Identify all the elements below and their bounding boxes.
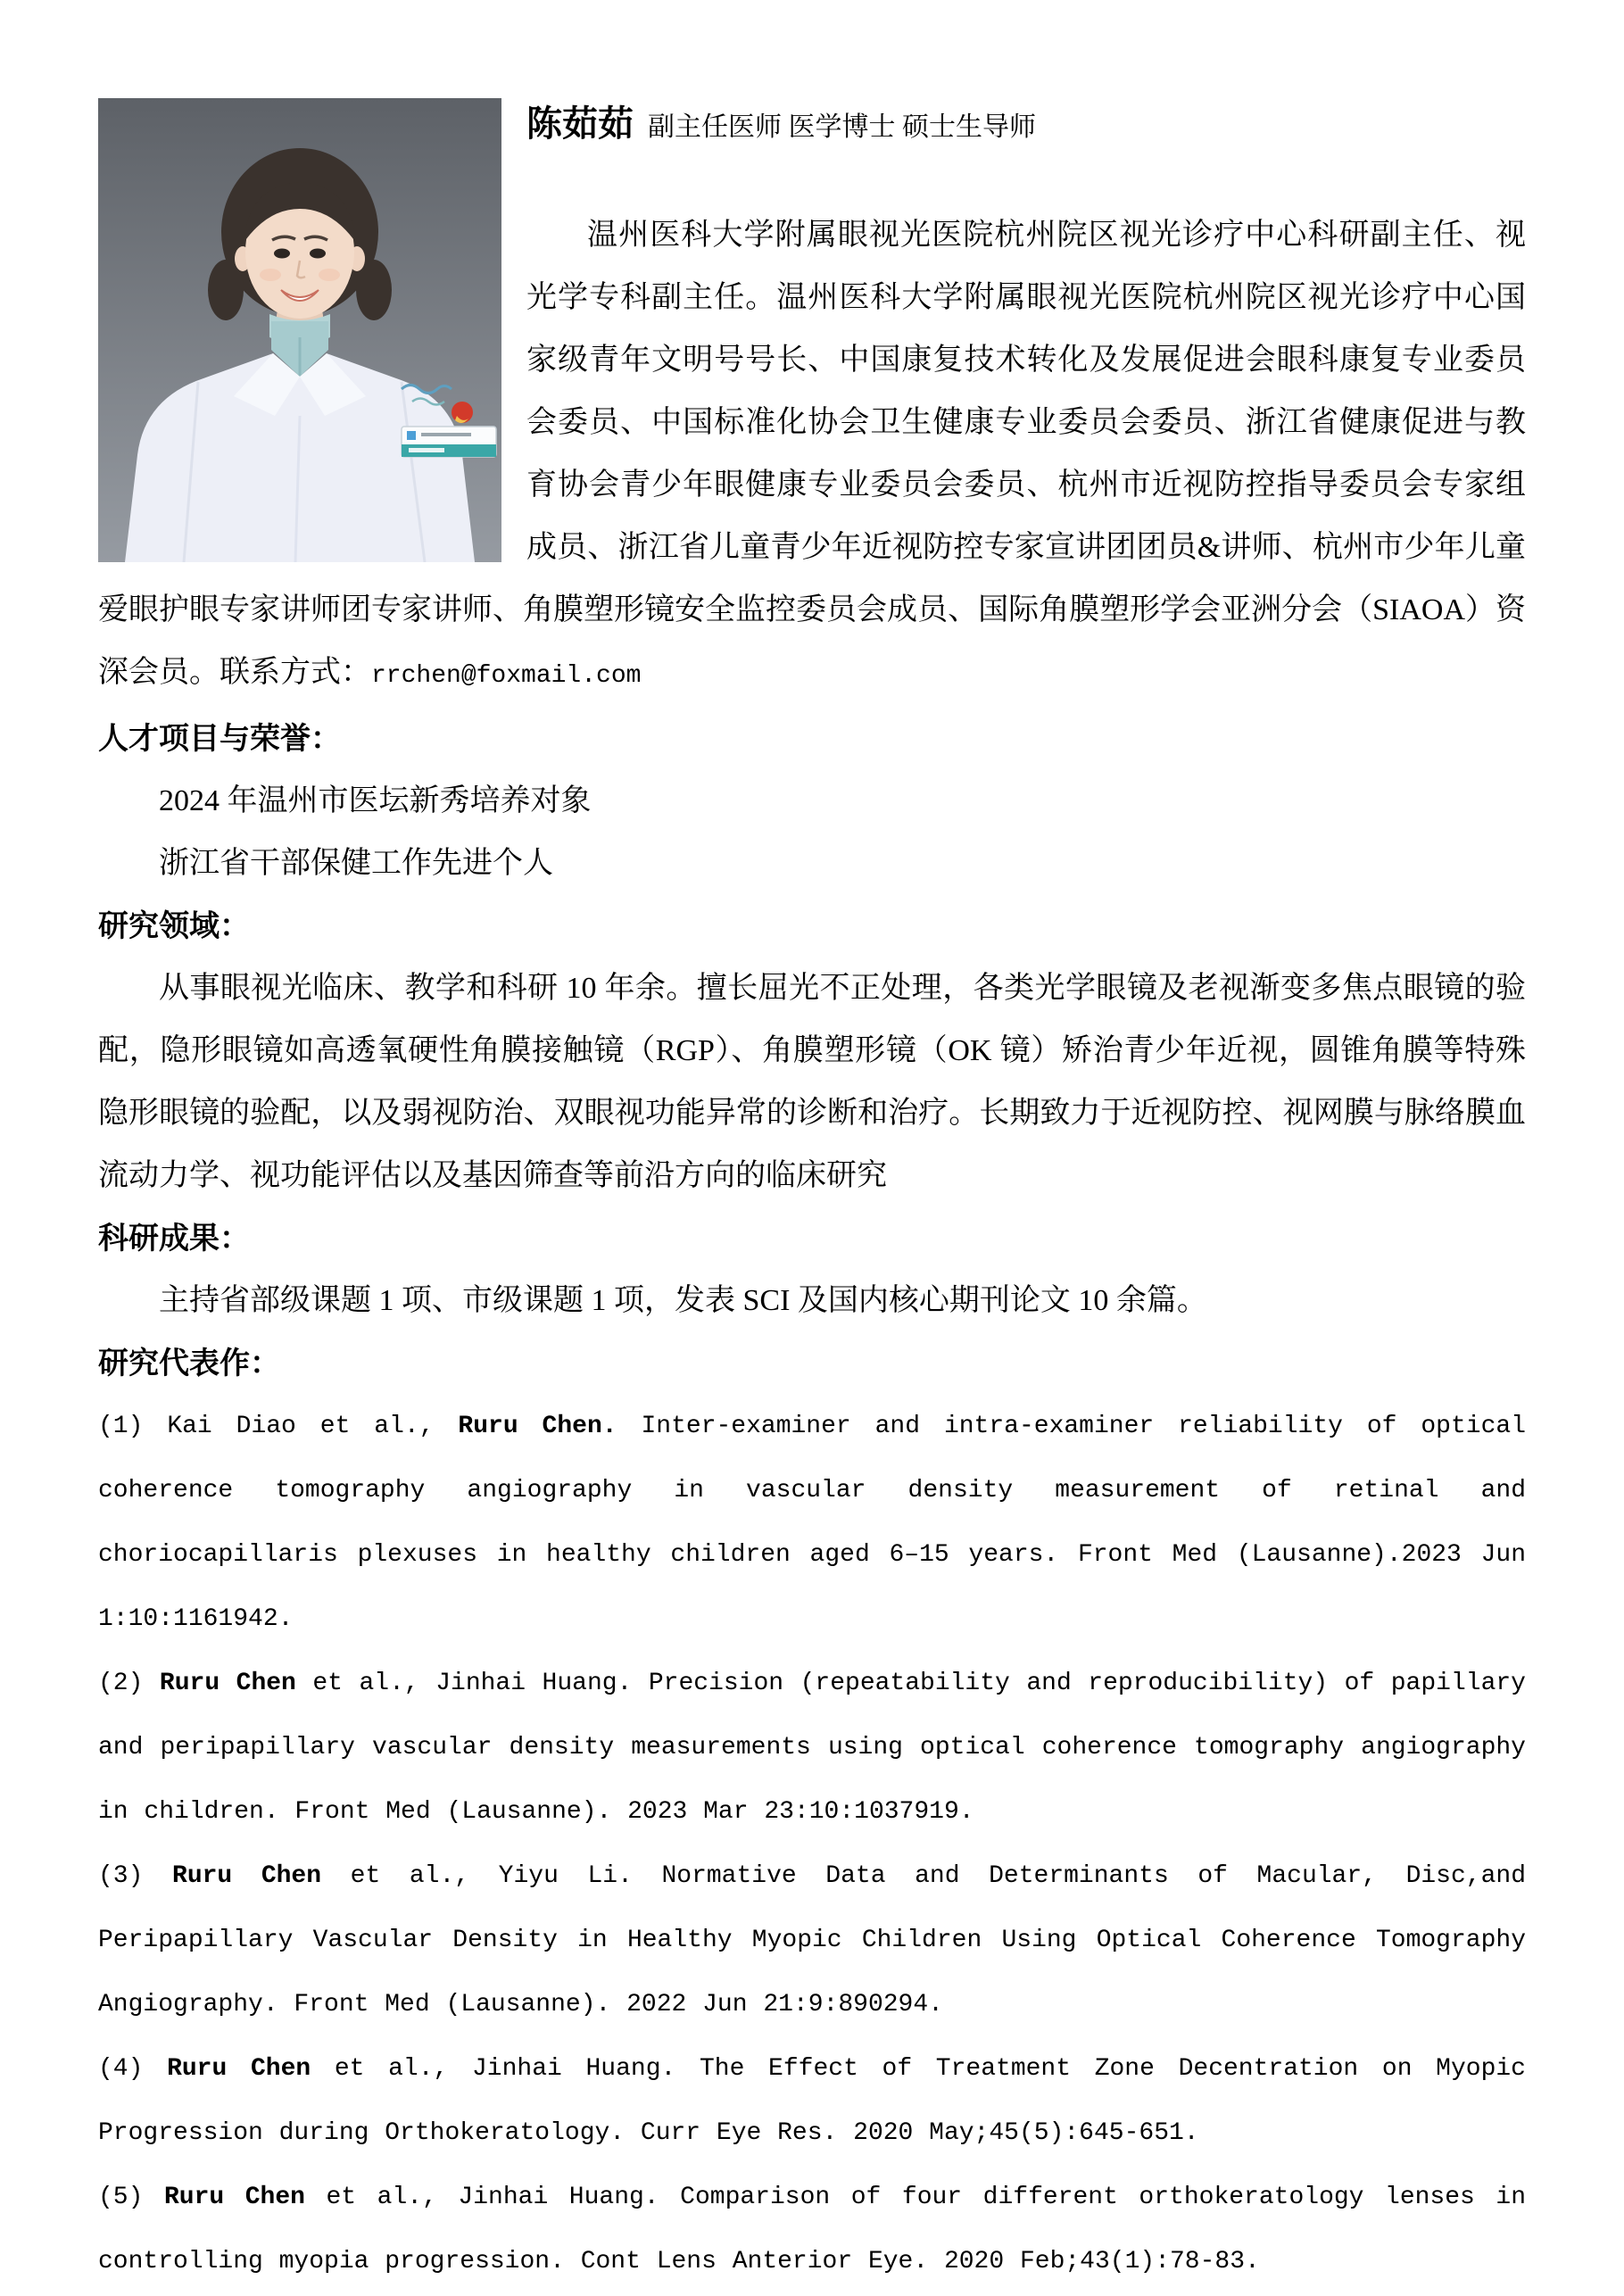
section-heading-publications: 研究代表作： xyxy=(98,1347,280,1380)
eye-right xyxy=(310,249,326,259)
person-name: 陈茹茹 xyxy=(526,104,634,144)
publication-text: et al., Jinhai Huang. The Effect of Treatment Zone Decentration on Myopic Progression during Orthokeratology. Curr Eye Res. 2020 May;45(5):645-651. xyxy=(98,2055,1526,2147)
publication-text: (3) xyxy=(98,1862,173,1890)
research-areas-paragraph: 从事眼视光临床、教学和科研 10 年余。擅长屈光不正处理，各类光学眼镜及老视渐变多焦点眼镜的验配，隐形眼镜如高透氧硬性角膜接触镜（RGP）、角膜塑形镜（OK 镜）矫治青少年近视，圆锥角膜等特殊隐形眼镜的验配，以及弱视防治、双眼视功能异常的诊断和治疗。长期致力于近视防控、视网膜与脉络膜血流动力学、视功能评估以及基因筛查等前沿方向的临床研究 xyxy=(98,972,1526,1192)
pin-badge xyxy=(452,402,473,423)
name-tag-logo xyxy=(407,431,416,440)
name-tag xyxy=(402,427,496,457)
publication-text: et al., Jinhai Huang. Comparison of four different orthokeratology lenses in controlling myopia progression. Cont Lens Anterior Eye. 2020 Feb;43(1):78-83. xyxy=(98,2184,1527,2275)
person-titles: 副主任医师 医学博士 硕士生导师 xyxy=(648,112,1036,142)
name-tag-text-line xyxy=(421,433,471,436)
section-heading-honors: 人才项目与荣誉： xyxy=(98,722,341,756)
profile-photo xyxy=(98,98,501,562)
name-tag-band-text xyxy=(409,448,444,452)
portrait-illustration xyxy=(98,98,501,562)
publication-author-highlight: Ruru Chen xyxy=(159,1670,296,1697)
blush-right xyxy=(319,269,340,281)
publication-author-highlight: Ruru Chen xyxy=(163,2184,305,2211)
honor-item-1: 2024 年温州市医坛新秀培养对象 xyxy=(159,784,592,817)
publication-item-4 xyxy=(98,2037,1526,2166)
publication-item-5 xyxy=(98,2166,1526,2294)
publication-text: (5) xyxy=(98,2184,164,2211)
publication-item-1 xyxy=(98,1395,1526,1652)
publication-item-2 xyxy=(98,1652,1526,1844)
publication-text: (2) xyxy=(98,1670,160,1697)
section-heading-research-areas: 研究领域： xyxy=(98,909,250,943)
publication-author-highlight: Ruru Chen xyxy=(172,1862,322,1890)
publication-text: Inter-examiner and intra-examiner reliability of optical coherence tomography angiography in vascular density measurement of retinal and choriocapillaris plexuses in healthy children aged 6–15 years. Front Med (Lausanne).2023 Jun 1:10:1161942. xyxy=(98,1413,1526,1633)
bio-text: 温州医科大学附属眼视光医院杭州院区视光诊疗中心科研副主任、视光学专科副主任。温州医科大学附属眼视光医院杭州院区视光诊疗中心国家级青年文明号号长、中国康复技术转化及发展促进会眼科康复专业委员会委员、中国标准化协会卫生健康专业委员会委员、浙江省健康促进与教育协会青少年眼健康专业委员会委员、杭州市近视防控指导委员会专家组成员、浙江省儿童青少年近视防控专家宣讲团团员&讲师、杭州市少年儿童爱眼护眼专家讲师团专家讲师、角膜塑形镜安全监控委员会成员、国际角膜塑形学会亚洲分会（SIAOA）资深会员。联系方式： xyxy=(98,219,1526,689)
publication-text: (4) xyxy=(98,2055,168,2083)
eye-left xyxy=(274,249,290,259)
section-heading-achievements: 科研成果： xyxy=(98,1222,250,1256)
email-text: rrchen@foxmail.com xyxy=(371,662,642,690)
blush-left xyxy=(260,269,281,281)
achievements-paragraph: 主持省部级课题 1 项、市级课题 1 项，发表 SCI 及国内核心期刊论文 10 余篇。 xyxy=(159,1284,1207,1317)
publication-author-highlight: Ruru Chen xyxy=(167,2055,311,2083)
honor-item-2: 浙江省干部保健工作先进个人 xyxy=(159,847,553,880)
publication-item-3 xyxy=(98,1844,1526,2037)
publication-text: et al., Yiyu Li. Normative Data and Determinants of Macular, Disc,and Peripapillary Vascular Density in Healthy Myopic Children Using Optical Coherence Tomography Angiography. Front Med (Lausanne). 2022 Jun 21:9:890294. xyxy=(98,1862,1526,2018)
publication-text: (1) Kai Diao et al., xyxy=(98,1413,459,1440)
publication-text: et al., Jinhai Huang. Precision (repeatability and reproducibility) of papillary and peripapillary vascular density measurements using optical coherence tomography angiography in children. Front Med (Lausanne). 2023 Mar 23:10:1037919. xyxy=(98,1670,1526,1826)
publication-author-highlight: Ruru Chen. xyxy=(458,1413,617,1440)
